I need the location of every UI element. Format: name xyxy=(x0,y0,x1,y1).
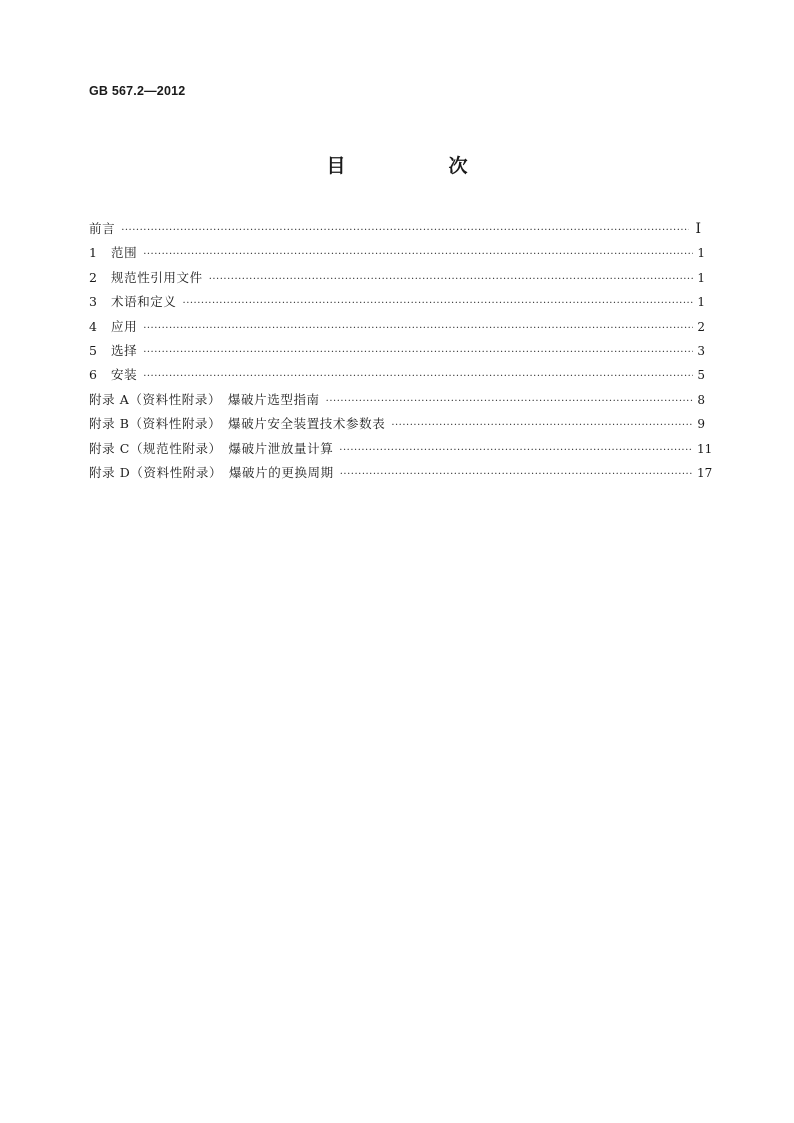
toc-leader-dots xyxy=(143,317,693,341)
toc-leader-dots xyxy=(143,243,693,267)
toc-entry-page: 1 xyxy=(697,270,705,285)
toc-entry-label: 规范性引用文件 xyxy=(111,269,203,285)
toc-entry-label: 安装 xyxy=(111,367,138,383)
toc-entry-page: 9 xyxy=(697,417,705,432)
toc-entry-appendix-c[interactable] xyxy=(89,437,713,461)
toc-entry-page: 3 xyxy=(697,343,705,358)
toc-entry-appendix-d[interactable] xyxy=(89,461,713,485)
toc-entry-appendix-b[interactable] xyxy=(89,412,705,436)
toc-leader-dots xyxy=(143,341,693,365)
page-title: 目 次 xyxy=(326,155,510,177)
toc-entry-page: 1 xyxy=(697,295,705,310)
toc-entry-page: 17 xyxy=(697,465,713,480)
toc-entry-label: 应用 xyxy=(111,318,138,334)
standard-code: GB 567.2—2012 xyxy=(89,84,186,98)
toc-entry-label: 选择 xyxy=(111,342,138,358)
toc-entry-normative-references[interactable] xyxy=(89,266,705,290)
toc-entry-page: 11 xyxy=(697,441,713,456)
toc-entry-scope[interactable] xyxy=(89,241,705,265)
toc-leader-dots xyxy=(391,414,693,438)
toc-entry-selection[interactable] xyxy=(89,339,705,363)
toc-entry-label: 范围 xyxy=(111,245,138,261)
toc-entry-number: 6 xyxy=(89,367,97,383)
toc-leader-dots xyxy=(209,268,693,292)
toc-entry-number: 3 xyxy=(89,294,97,310)
toc-entry-label: 附录 A（资料性附录） 爆破片选型指南 xyxy=(89,391,320,407)
toc-entry-page: 1 xyxy=(697,246,705,261)
toc-entry-label: 附录 D（资料性附录） 爆破片的更换周期 xyxy=(89,464,334,480)
toc-entry-page: 8 xyxy=(697,392,705,407)
toc-entry-page: Ⅰ xyxy=(695,221,701,237)
toc-entry-appendix-a[interactable] xyxy=(89,388,705,412)
toc-entry-page: 2 xyxy=(697,319,705,334)
toc-entry-label: 附录 C（规范性附录） 爆破片泄放量计算 xyxy=(89,440,334,456)
toc-entry-application[interactable] xyxy=(89,315,705,339)
toc-leader-dots xyxy=(326,390,693,414)
toc-entry-installation[interactable] xyxy=(89,363,705,387)
toc-entry-foreword[interactable] xyxy=(89,217,705,241)
toc-entry-number: 2 xyxy=(89,269,97,285)
toc-leader-dots xyxy=(121,219,689,243)
toc-entry-label: 前言 xyxy=(89,221,116,236)
toc-entry-number: 4 xyxy=(89,318,97,334)
toc-leader-dots xyxy=(340,463,693,487)
toc-leader-dots xyxy=(143,365,693,389)
toc-entry-terms-definitions[interactable] xyxy=(89,290,705,314)
toc-entry-number: 5 xyxy=(89,342,97,358)
toc-entry-number: 1 xyxy=(89,245,97,261)
toc-entry-label: 附录 B（资料性附录） 爆破片安全装置技术参数表 xyxy=(89,416,386,432)
toc-entry-page: 5 xyxy=(697,368,705,383)
toc-leader-dots xyxy=(183,292,693,316)
table-of-contents xyxy=(89,217,713,485)
toc-leader-dots xyxy=(339,439,693,463)
toc-entry-label: 术语和定义 xyxy=(111,294,177,310)
